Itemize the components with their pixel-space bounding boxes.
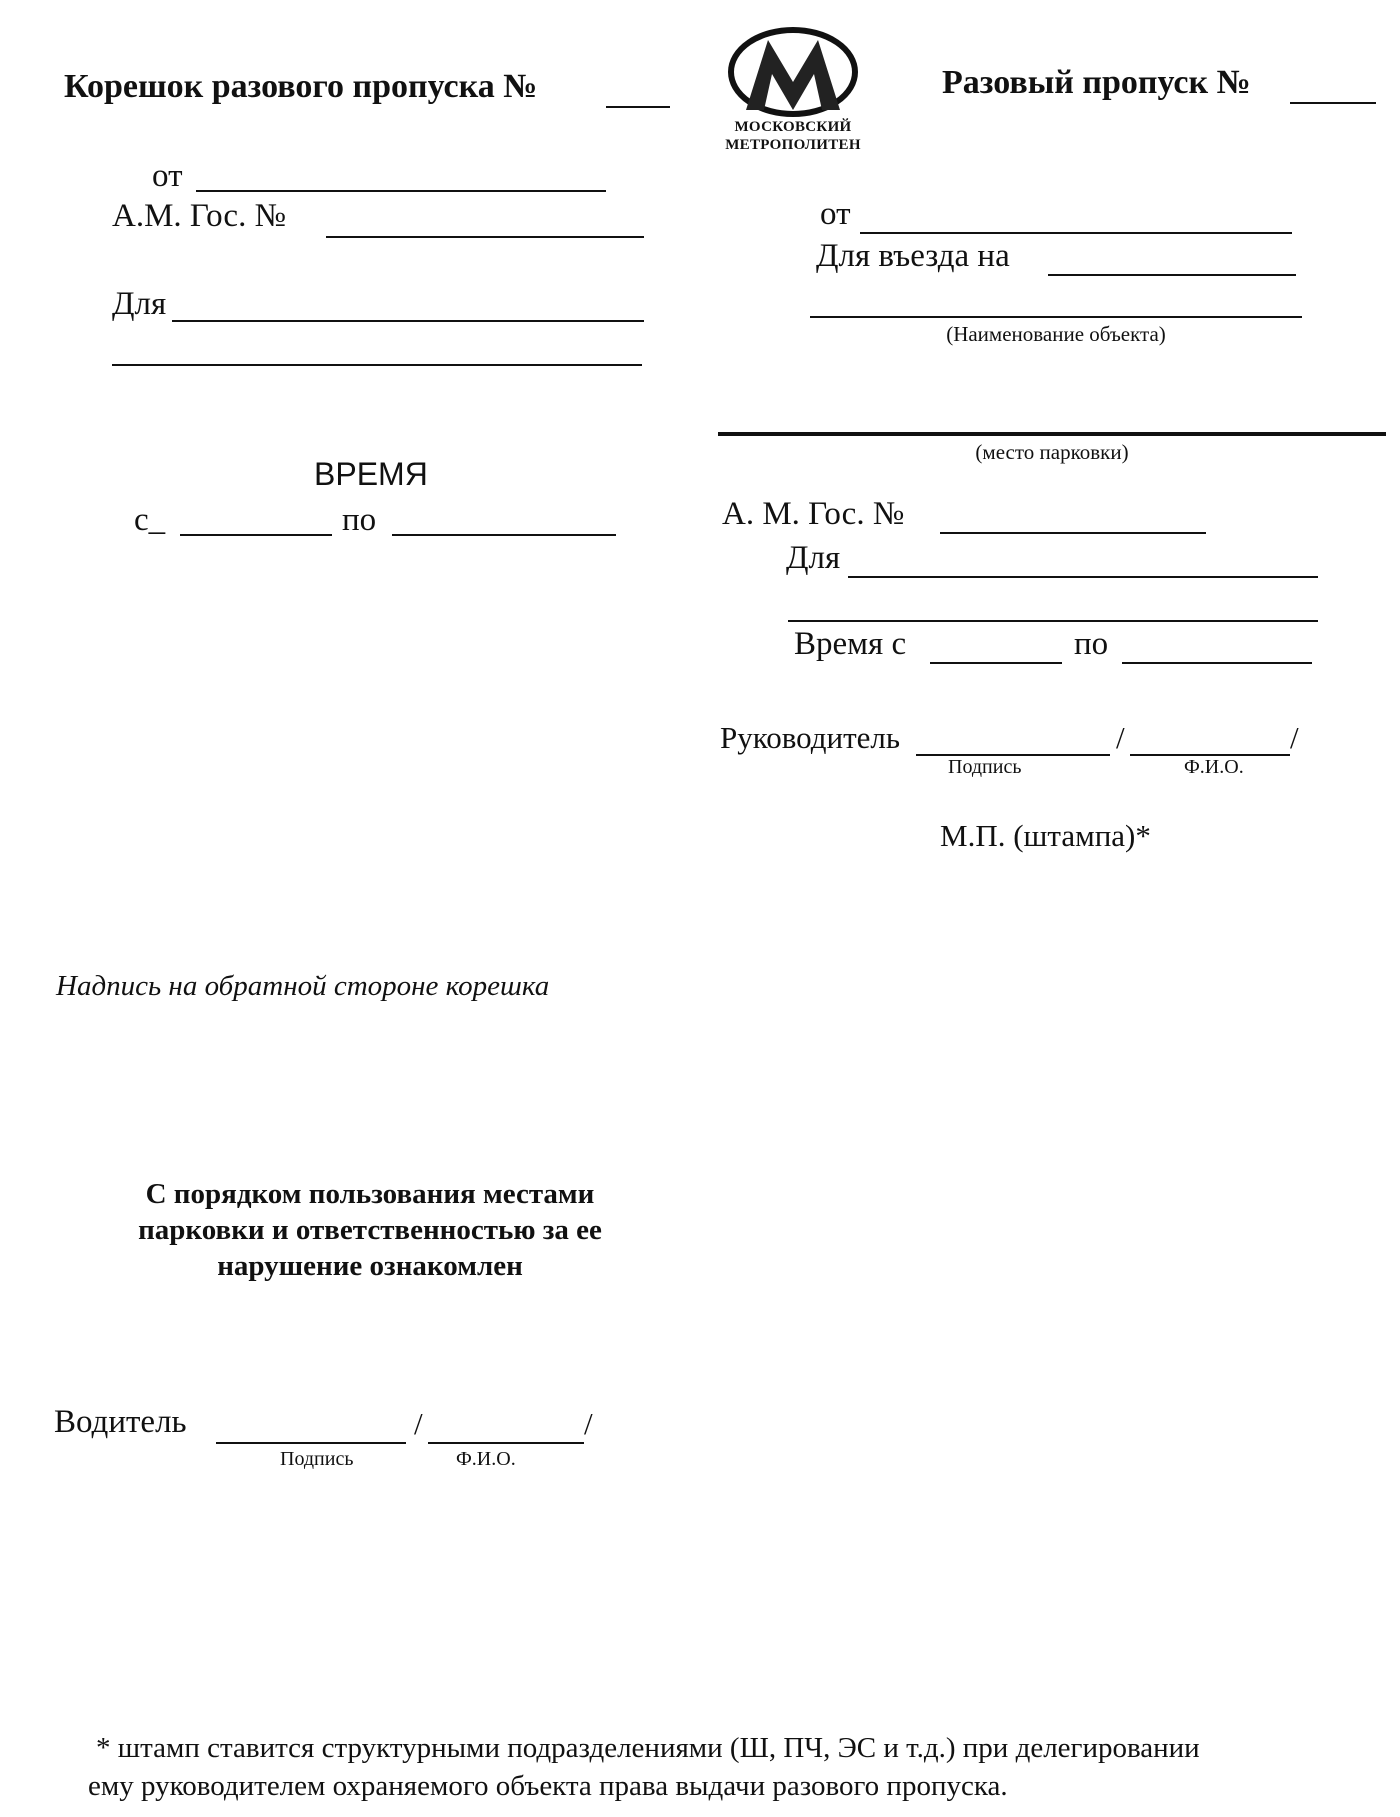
back-side-note: Надпись на обратной стороне корешка	[56, 970, 550, 1002]
pass-from-label: от	[820, 196, 851, 232]
stub-for-field-2[interactable]	[112, 364, 642, 366]
pass-plate-label: А. М. Гос. №	[722, 496, 905, 532]
stub-for-label: Для	[112, 286, 167, 322]
stub-plate-field[interactable]	[326, 236, 644, 238]
driver-name-caption: Ф.И.О.	[456, 1448, 516, 1470]
pass-parking-field[interactable]	[718, 432, 1386, 436]
stub-from-label: от	[152, 158, 183, 194]
pass-slash-1: /	[1116, 720, 1125, 755]
pass-entry-field[interactable]	[1048, 274, 1296, 276]
pass-for-label: Для	[786, 540, 841, 576]
pass-object-field[interactable]	[810, 316, 1302, 318]
metro-m-icon	[726, 26, 860, 118]
pass-for-field[interactable]	[848, 576, 1318, 578]
acknowledgement-line-1: С порядком пользования местами	[145, 1178, 595, 1210]
stub-time-from-label: с_	[134, 502, 166, 538]
metro-logo	[726, 26, 860, 116]
driver-signature-field[interactable]	[216, 1442, 406, 1444]
stub-for-field[interactable]	[172, 320, 644, 322]
stub-plate-label: А.М. Гос. №	[112, 198, 287, 234]
pass-signature-caption: Подпись	[948, 756, 1022, 778]
stub-time-from-field[interactable]	[180, 534, 332, 536]
logo-caption-1: МОСКОВСКИЙ	[734, 119, 852, 135]
pass-for-field-2[interactable]	[788, 620, 1318, 622]
pass-plate-field[interactable]	[940, 532, 1206, 534]
pass-slash-2: /	[1290, 720, 1299, 755]
pass-manager-label: Руководитель	[720, 720, 901, 755]
pass-parking-caption: (место парковки)	[975, 440, 1129, 464]
stub-time-to-label: по	[342, 502, 377, 538]
pass-object-caption: (Наименование объекта)	[946, 322, 1166, 346]
pass-time-from-label: Время с	[794, 626, 907, 662]
driver-slash-2: /	[584, 1406, 593, 1441]
pass-name-caption: Ф.И.О.	[1184, 756, 1244, 778]
stub-time-to-field[interactable]	[392, 534, 616, 536]
footnote-line-1: * штамп ставится структурными подразделениями (Ш, ПЧ, ЭС и т.д.) при делегировании	[96, 1732, 1200, 1764]
logo-caption-2: МЕТРОПОЛИТЕН	[725, 137, 861, 153]
pass-stamp-note: М.П. (штампа)*	[940, 818, 1151, 853]
acknowledgement-line-2: парковки и ответственностью за ее	[138, 1214, 602, 1246]
pass-from-field[interactable]	[860, 232, 1292, 234]
pass-time-from-field[interactable]	[930, 662, 1062, 664]
stub-time-heading: ВРЕМЯ	[314, 456, 428, 492]
pass-number-field[interactable]	[1290, 102, 1376, 104]
pass-title: Разовый пропуск №	[942, 64, 1251, 101]
pass-time-to-label: по	[1074, 626, 1109, 662]
driver-label: Водитель	[54, 1404, 187, 1440]
driver-name-field[interactable]	[428, 1442, 584, 1444]
stub-title: Корешок разового пропуска №	[64, 68, 538, 105]
acknowledgement-line-3: нарушение ознакомлен	[217, 1250, 523, 1282]
driver-slash-1: /	[414, 1406, 423, 1441]
footnote-line-2: ему руководителем охраняемого объекта права выдачи разового пропуска.	[88, 1770, 1008, 1802]
pass-time-to-field[interactable]	[1122, 662, 1312, 664]
driver-signature-caption: Подпись	[280, 1448, 354, 1470]
stub-from-field[interactable]	[196, 190, 606, 192]
pass-entry-label: Для въезда на	[816, 238, 1010, 274]
stub-number-field[interactable]	[606, 106, 670, 108]
